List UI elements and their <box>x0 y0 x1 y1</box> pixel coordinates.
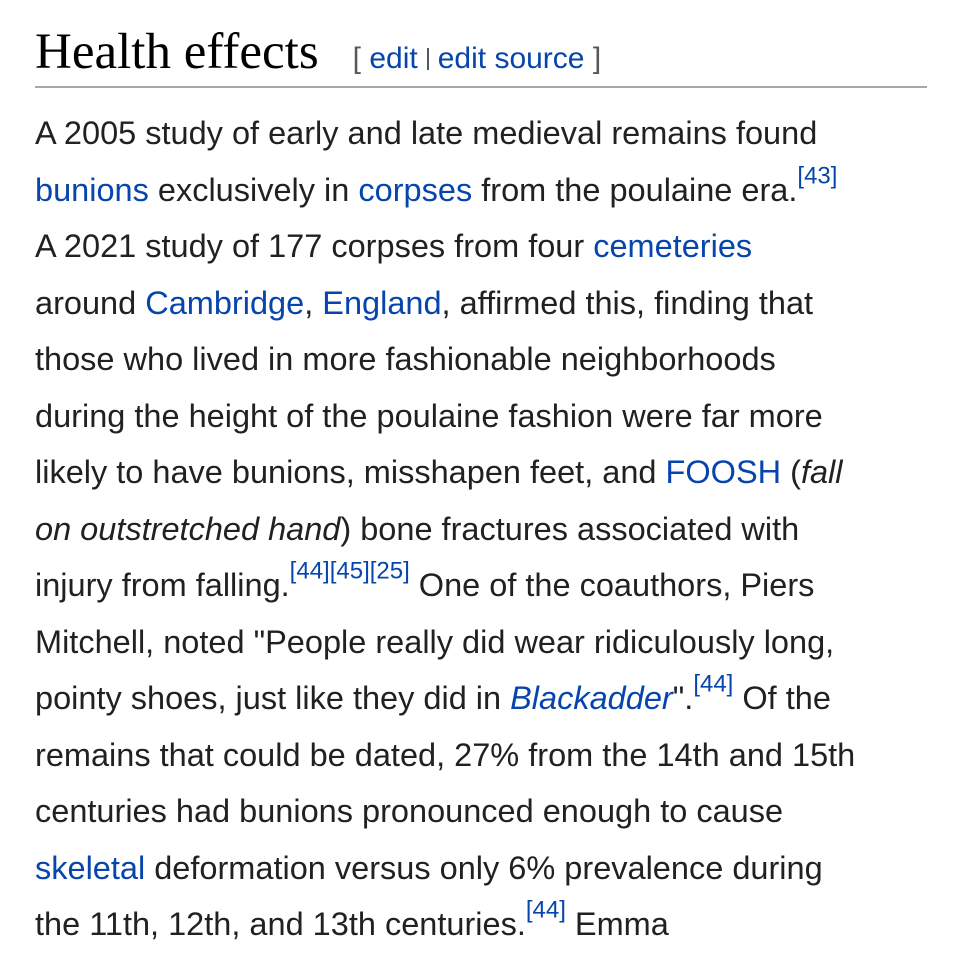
health-effects-section <box>35 26 927 953</box>
paragraph-line <box>35 218 927 275</box>
paragraph-text: One of the coauthors, Piers <box>409 567 815 603</box>
paragraph-text: those who lived in more fashionable neighborhoods <box>35 341 776 377</box>
citation-link[interactable]: [43] <box>797 162 838 190</box>
open-bracket: [ <box>352 42 362 75</box>
citation-link[interactable]: [44] <box>525 896 566 924</box>
citation-link[interactable]: [25] <box>369 557 410 585</box>
paragraph-line <box>35 670 927 727</box>
paragraph-text: ". <box>672 680 694 716</box>
citation-ref <box>290 558 330 585</box>
paragraph-text: pointy shoes, just like they did in <box>35 680 511 716</box>
paragraph-line <box>35 840 927 897</box>
paragraph-text: , affirmed this, finding that <box>441 284 814 321</box>
citation-ref <box>693 671 733 698</box>
section-heading: Health effects <box>35 24 319 80</box>
paragraph-line <box>35 783 927 840</box>
citation-ref <box>526 897 566 924</box>
edit-source-link[interactable]: edit source <box>437 42 585 75</box>
close-bracket: ] <box>592 42 602 75</box>
paragraph-text: from the poulaine era. <box>472 171 798 208</box>
citation-link[interactable]: [45] <box>329 557 370 585</box>
citation-ref <box>797 162 837 189</box>
paragraph-text: Emma <box>565 906 669 942</box>
paragraph-text: deformation versus only 6% prevalence during <box>145 849 823 886</box>
paragraph-line <box>35 331 927 388</box>
italic-text: on outstretched hand <box>35 510 341 547</box>
citation-link[interactable]: [44] <box>693 670 734 698</box>
edit-section-links <box>353 42 602 76</box>
section-paragraph <box>35 88 927 953</box>
paragraph-line <box>35 105 927 162</box>
paragraph-text: exclusively in <box>148 171 359 208</box>
paragraph-text: the 11th, 12th, and 13th centuries. <box>35 906 526 942</box>
section-heading-row <box>35 26 927 88</box>
paragraph-line <box>35 444 927 501</box>
paragraph-text: likely to have bunions, misshapen feet, and <box>35 454 666 490</box>
paragraph-text: remains that could be dated, 27% from the 14th and 15th <box>35 736 856 773</box>
paragraph-line <box>35 275 927 332</box>
article-link[interactable]: corpses <box>358 171 473 208</box>
edit-link[interactable]: edit <box>369 42 418 75</box>
article-link[interactable]: FOOSH <box>665 454 782 490</box>
italic-text: fall <box>800 454 843 490</box>
article-link[interactable]: bunions <box>35 171 149 208</box>
paragraph-text: ) bone fractures associated with <box>340 510 800 547</box>
paragraph-text: Of the <box>733 680 831 716</box>
article-link[interactable]: skeletal <box>35 849 146 886</box>
paragraph-text: , <box>304 284 323 321</box>
paragraph-text: around <box>35 284 146 321</box>
article-link[interactable]: Cambridge <box>145 284 305 321</box>
paragraph-line <box>35 501 927 558</box>
paragraph-line <box>35 557 927 614</box>
article-link[interactable]: cemeteries <box>593 228 753 264</box>
paragraph-line <box>35 388 927 445</box>
paragraph-text: during the height of the poulaine fashion were far more <box>35 397 823 434</box>
paragraph-text: injury from falling. <box>35 567 290 603</box>
paragraph-text: A 2021 study of 177 corpses from four <box>35 228 594 264</box>
paragraph-text: centuries had bunions pronounced enough to cause <box>35 793 784 829</box>
citation-ref <box>330 558 370 585</box>
paragraph-text: ( <box>781 454 801 490</box>
edit-divider <box>427 48 429 70</box>
citation-ref <box>370 558 410 585</box>
paragraph-text: A 2005 study of early and late medieval remains found <box>35 115 818 151</box>
paragraph-line <box>35 727 927 784</box>
citation-link[interactable]: [44] <box>289 557 330 585</box>
paragraph-line <box>35 162 927 219</box>
article-link[interactable]: England <box>322 284 442 321</box>
paragraph-line <box>35 896 927 953</box>
paragraph-line <box>35 614 927 671</box>
paragraph-text: Mitchell, noted "People really did wear ridiculously long, <box>35 623 835 660</box>
article-link[interactable]: Blackadder <box>510 680 673 716</box>
